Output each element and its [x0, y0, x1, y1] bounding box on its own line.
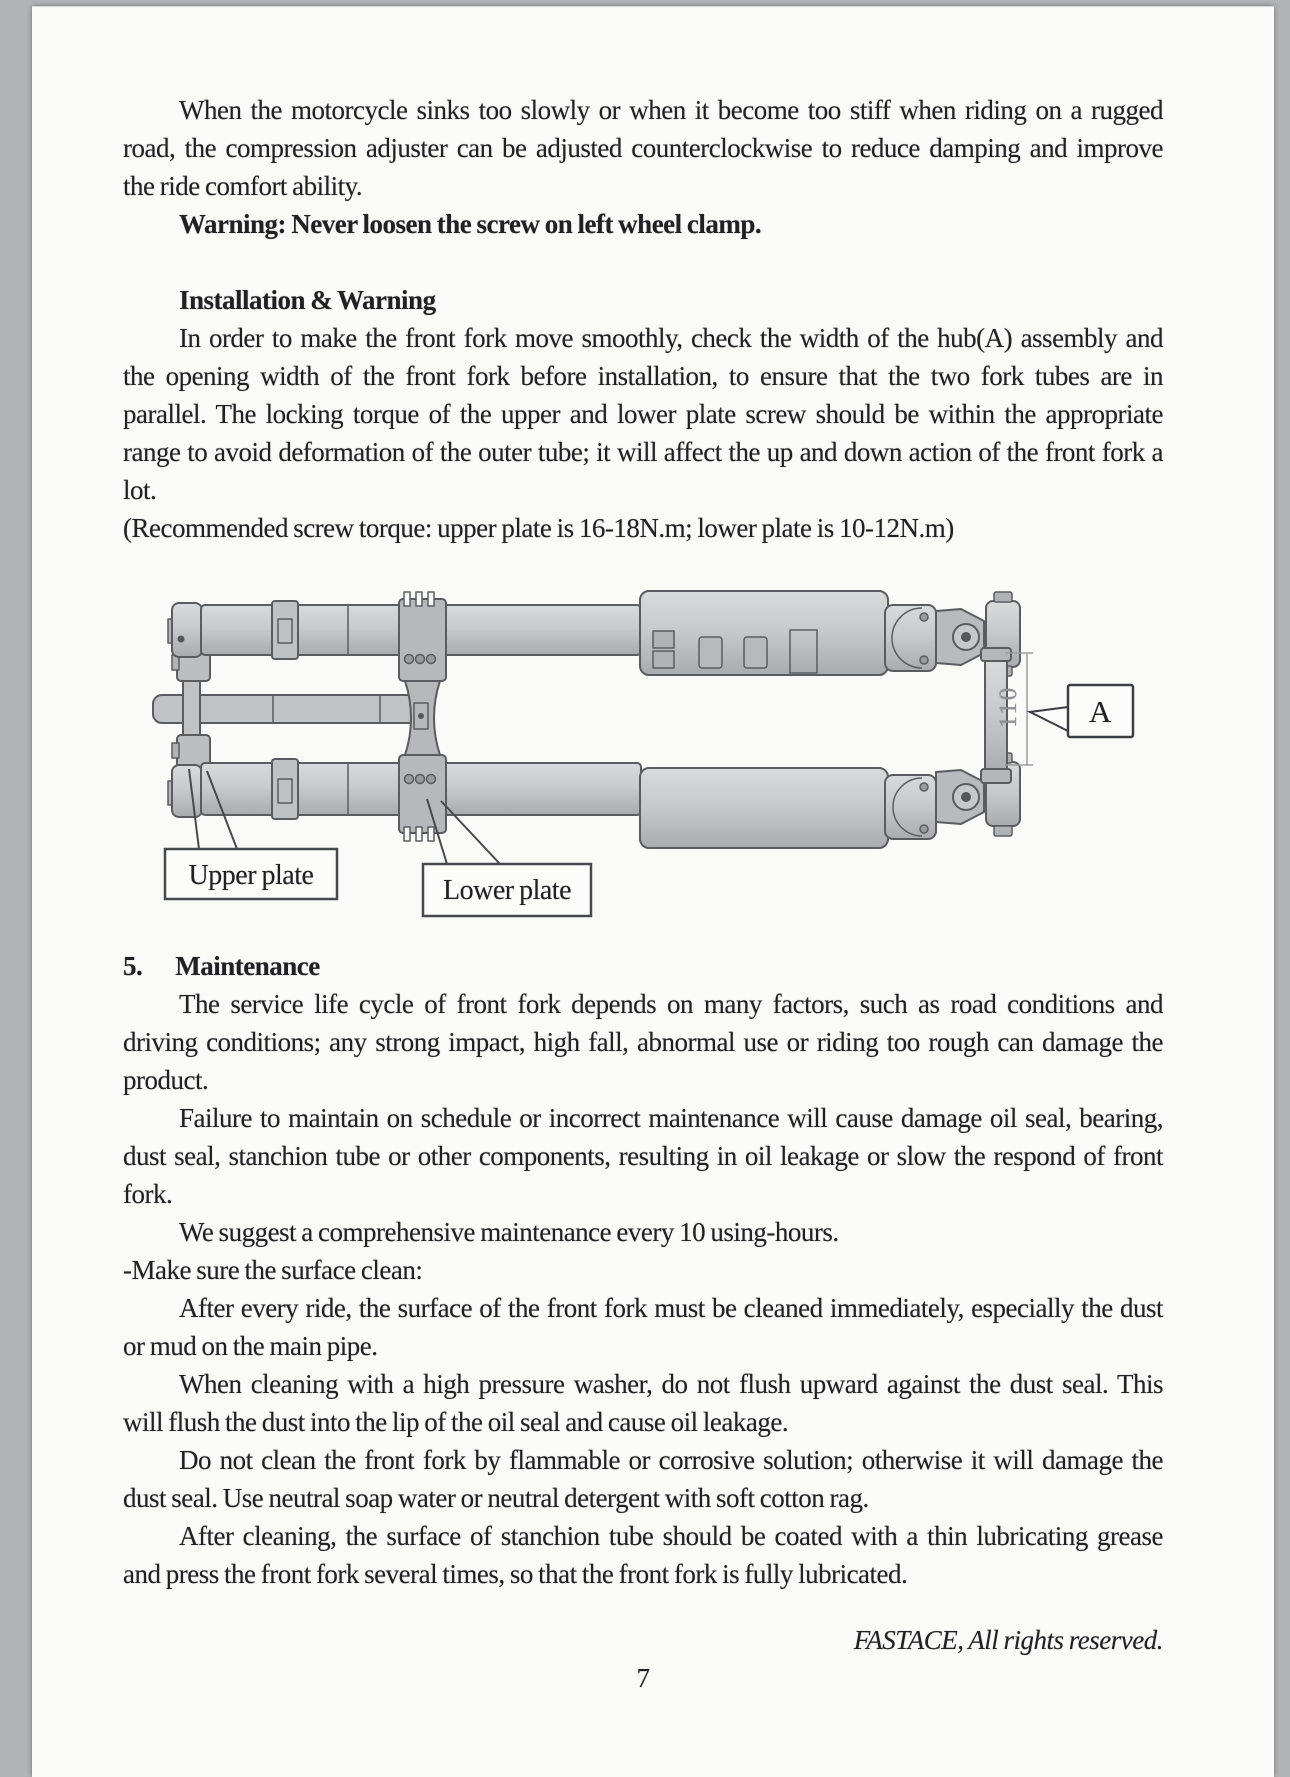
text-line: fork. [123, 1179, 173, 1209]
paragraph-flammable-solution [123, 1441, 1163, 1517]
lower-plate-label: Lower plate [443, 875, 571, 906]
paragraph-after-every-ride [123, 1289, 1163, 1365]
maintenance-heading [123, 947, 1163, 985]
text-line: the opening width of the front fork before installation, to ensure that the two fork tubes are in [123, 361, 1163, 391]
text-line: range to avoid deformation of the outer tube; it will affect the up and down action of the front fork a [123, 437, 1163, 467]
text-line: driving conditions; any strong impact, high fall, abnormal use or riding too rough can damage the [123, 1027, 1163, 1057]
text-line: lot. [123, 475, 157, 505]
paragraph-failure-to-maintain [123, 1099, 1163, 1213]
text-line: After cleaning, the surface of stanchion tube should be coated with a thin lubricating grease [179, 1521, 1163, 1551]
paragraph-service-life [123, 985, 1163, 1099]
lower-plate-callout [423, 799, 591, 916]
torque-note-line: (Recommended screw torque: upper plate is 16-18N.m; lower plate is 10-12N.m) [123, 513, 954, 543]
text-line: Do not clean the front fork by flammable or corrosive solution; otherwise it will damage the [179, 1445, 1163, 1475]
blank-line [123, 243, 1163, 281]
callout-a-label: A [1089, 694, 1111, 729]
text-line: product. [123, 1065, 209, 1095]
lower-fork-leg [168, 753, 1020, 848]
text-line: or mud on the main pipe. [123, 1331, 378, 1361]
paragraph-lubricating-grease [123, 1517, 1163, 1593]
text-line: will flush the dust into the lip of the oil seal and cause oil leakage. [123, 1407, 789, 1437]
warning-line: Warning: Never loosen the screw on left wheel clamp. [179, 209, 762, 239]
text-line: dust seal. Use neutral soap water or neutral detergent with soft cotton rag. [123, 1483, 869, 1513]
paragraph-compression-adjuster [123, 91, 1163, 205]
suggest-maintenance-line: We suggest a comprehensive maintenance every 10 using-hours. [179, 1217, 839, 1247]
section-title: Maintenance [175, 951, 320, 981]
front-fork-drawing [123, 547, 1163, 947]
page-number: 7 [636, 1663, 650, 1693]
text-line: and press the front fork several times, so that the front fork is fully lubricated. [123, 1559, 908, 1589]
copyright-line: FASTACE, All rights reserved. [853, 1625, 1163, 1655]
text-line: dust seal, stanchion tube or other components, resulting in oil leakage or slow the respond of front [123, 1141, 1163, 1171]
section-number: 5. [123, 951, 143, 981]
text-line: road, the compression adjuster can be adjusted counterclockwise to reduce damping and improve [123, 133, 1163, 163]
paragraph-high-pressure-washer [123, 1365, 1163, 1441]
upper-plate-label: Upper plate [188, 860, 314, 891]
text-line: When cleaning with a high pressure washer, do not flush upward against the dust seal. This [179, 1369, 1163, 1399]
text-line: In order to make the front fork move smoothly, check the width of the hub(A) assembly and [179, 323, 1163, 353]
dimension-110-label: 110 [995, 685, 1022, 729]
surface-clean-line: -Make sure the surface clean: [123, 1255, 423, 1285]
document-page [32, 6, 1274, 1777]
installation-heading: Installation & Warning [179, 285, 436, 315]
text-line: Failure to maintain on schedule or incorrect maintenance will cause damage oil seal, bearing, [179, 1103, 1163, 1133]
text-line: The service life cycle of front fork depends on many factors, such as road conditions and [179, 989, 1163, 1019]
text-line: When the motorcycle sinks too slowly or when it become too stiff when riding on a rugged [179, 95, 1163, 125]
callout-a [1030, 685, 1133, 737]
text-line: the ride comfort ability. [123, 171, 363, 201]
text-line: After every ride, the surface of the front fork must be cleaned immediately, especially the dust [179, 1293, 1163, 1323]
paragraph-installation [123, 319, 1163, 509]
upper-fork-leg [168, 591, 1020, 676]
page-content [123, 91, 1163, 1697]
text-line: parallel. The locking torque of the upper and lower plate screw should be within the appropriate [123, 399, 1163, 429]
front-fork-diagram [123, 547, 1163, 947]
